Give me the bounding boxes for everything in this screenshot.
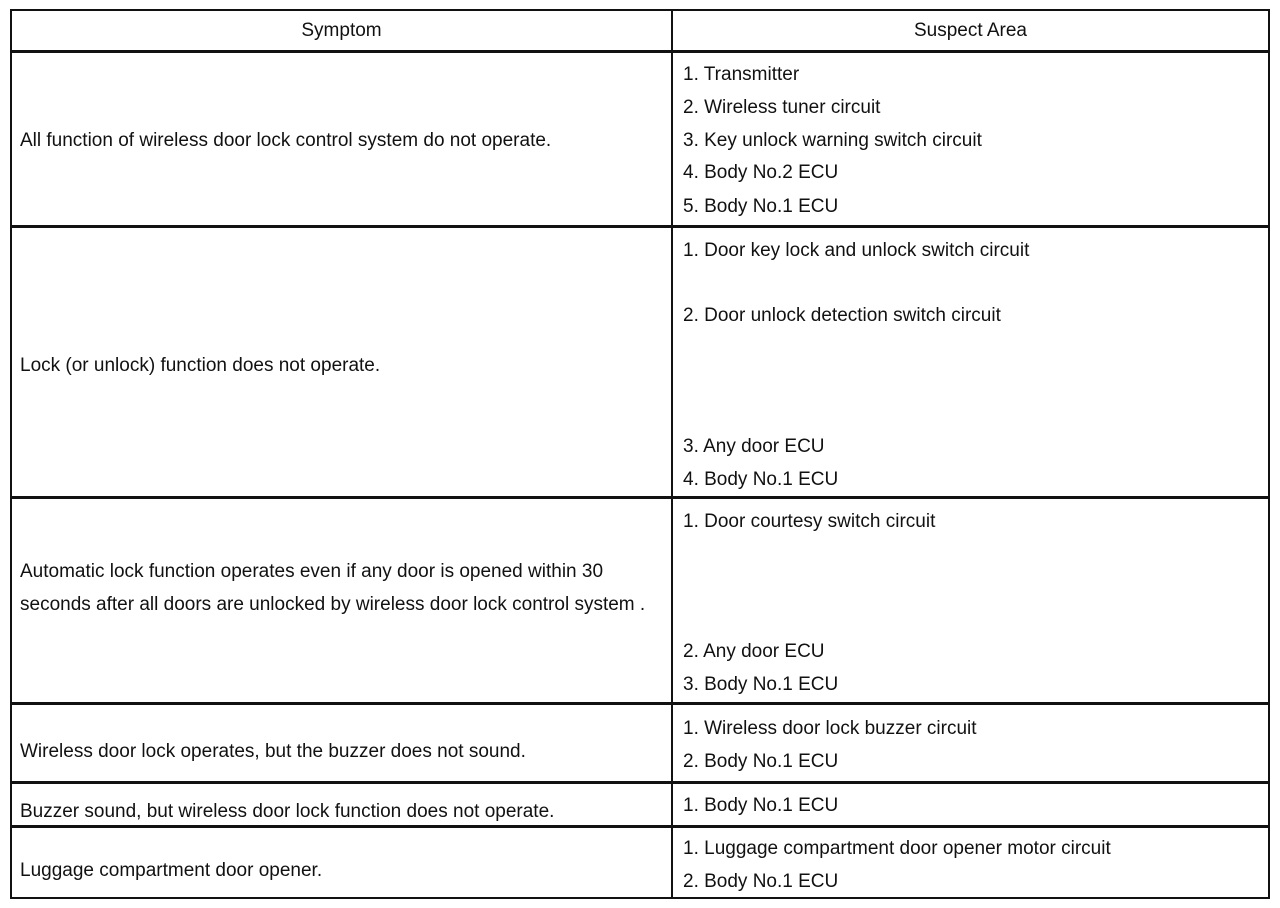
suspect-item: 2. Door unlock detection switch circuit [683, 305, 1001, 326]
row-divider [10, 781, 1270, 784]
suspect-item: 1. Wireless door lock buzzer circuit [683, 718, 977, 739]
suspect-item: 5. Body No.1 ECU [683, 196, 839, 217]
header-divider [10, 50, 1270, 53]
symptom-cell: Buzzer sound, but wireless door lock function does not operate. [20, 801, 555, 822]
suspect-item: 3. Key unlock warning switch circuit [683, 130, 982, 151]
suspect-item: 1. Luggage compartment door opener motor circuit [683, 838, 1111, 859]
column-divider [671, 9, 673, 899]
table-border-bottom [10, 897, 1270, 899]
suspect-item: 3. Body No.1 ECU [683, 674, 839, 695]
symptom-cell: Luggage compartment door opener. [20, 860, 323, 881]
suspect-item: 3. Any door ECU [683, 436, 825, 457]
suspect-item: 2. Wireless tuner circuit [683, 97, 881, 118]
suspect-item: 2. Any door ECU [683, 641, 825, 662]
header-symptom: Symptom [301, 20, 382, 41]
table-border-left [10, 9, 12, 899]
row-divider [10, 496, 1270, 499]
suspect-item: 1. Body No.1 ECU [683, 795, 839, 816]
symptom-cell: Lock (or unlock) function does not operate. [20, 355, 381, 376]
row-divider [10, 702, 1270, 705]
suspect-item: 1. Door courtesy switch circuit [683, 511, 936, 532]
suspect-item: 2. Body No.1 ECU [683, 871, 839, 892]
header-suspect-area: Suspect Area [913, 20, 1028, 41]
suspect-item: 4. Body No.1 ECU [683, 469, 839, 490]
suspect-item: 4. Body No.2 ECU [683, 162, 839, 183]
suspect-item: 1. Door key lock and unlock switch circuit [683, 240, 1030, 261]
symptom-cell: Wireless door lock operates, but the buzzer does not sound. [20, 741, 526, 762]
suspect-item: 1. Transmitter [683, 64, 800, 85]
row-divider [10, 225, 1270, 228]
table-border-top [10, 9, 1270, 11]
symptom-cell: All function of wireless door lock control system do not operate. [20, 130, 552, 151]
suspect-item: 2. Body No.1 ECU [683, 751, 839, 772]
symptom-cell: Automatic lock function operates even if any door is opened within 30 seconds after all doors are unlocked by wireless door lock control system . [20, 561, 646, 615]
table-border-right [1268, 9, 1270, 899]
